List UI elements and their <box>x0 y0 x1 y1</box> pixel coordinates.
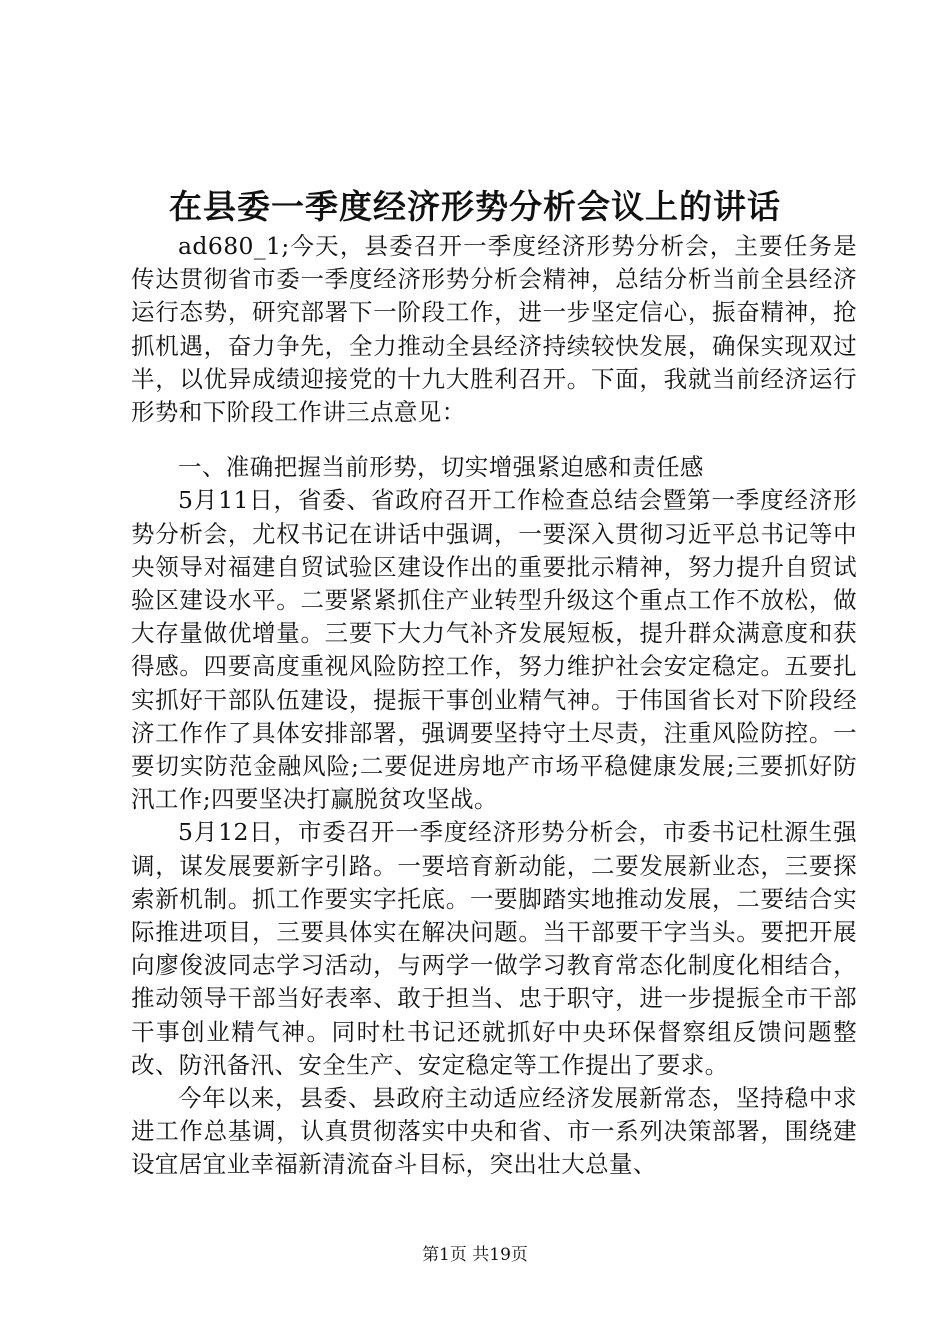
province-meeting-paragraph: 5月11日，省委、省政府召开工作检查总结会暨第一季度经济形势分析会，尤权书记在讲话中强调，一要深入贯彻习近平总书记等中央领导对福建自贸试验区建设作出的重要批示精神，努力提升自贸试验区建设水平。二要紧紧抓住产业转型升级这个重点工作不放松，做大存量做优增量。三要下大力气补齐发展短板，提升群众满意度和获得感。四要高度重视风险防控工作，努力维护社会安定稳定。五要扎实抓好干部队伍建设，提振干事创业精气神。于伟国省长对下阶段经济工作作了具体安排部署，强调要坚持守土尽责，注重风险防控。一要切实防范金融风险;二要促进房地产市场平稳健康发展;三要抓好防汛工作;四要坚决打赢脱贫攻坚战。 <box>131 486 857 814</box>
county-progress-paragraph: 今年以来，县委、县政府主动适应经济发展新常态，坚持稳中求进工作总基调，认真贯彻落实中央和省、市一系列决策部署，围绕建设宜居宜业幸福新清流奋斗目标，突出壮大总量、 <box>131 1084 857 1179</box>
section-heading-1: 一、准确把握当前形势，切实增强紧迫感和责任感 <box>178 453 704 482</box>
document-title: 在县委一季度经济形势分析会议上的讲话 <box>169 187 781 226</box>
page-number: 第1页 共19页 <box>422 1245 528 1265</box>
intro-paragraph: ad680_1;今天，县委召开一季度经济形势分析会，主要任务是传达贯彻省市委一季度经济形势分析会精神，总结分析当前全县经济运行态势，研究部署下一阶段工作，进一步坚定信心，振奋精神，抢抓机遇，奋力争先，全力推动全县经济持续较快发展，确保实现双过半，以优异成绩迎接党的十九大胜利召开。下面，我就当前经济运行形势和下阶段工作讲三点意见： <box>131 232 857 427</box>
city-meeting-paragraph: 5月12日，市委召开一季度经济形势分析会，市委书记杜源生强调，谋发展要新字引路。一要培育新动能，二要发展新业态，三要探索新机制。抓工作要实字托底。一要脚踏实地推动发展，二要结合实际推进项目，三要具体实在解决问题。当干部要干字当头。要把开展向廖俊波同志学习活动，与两学一做学习教育常态化制度化相结合，推动领导干部当好表率、敢于担当、忠于职守，进一步提振全市干部干事创业精气神。同时杜书记还就抓好中央环保督察组反馈问题整改、防汛备汛、安全生产、安定稳定等工作提出了要求。 <box>131 818 857 1079</box>
document-body <box>131 230 857 1182</box>
